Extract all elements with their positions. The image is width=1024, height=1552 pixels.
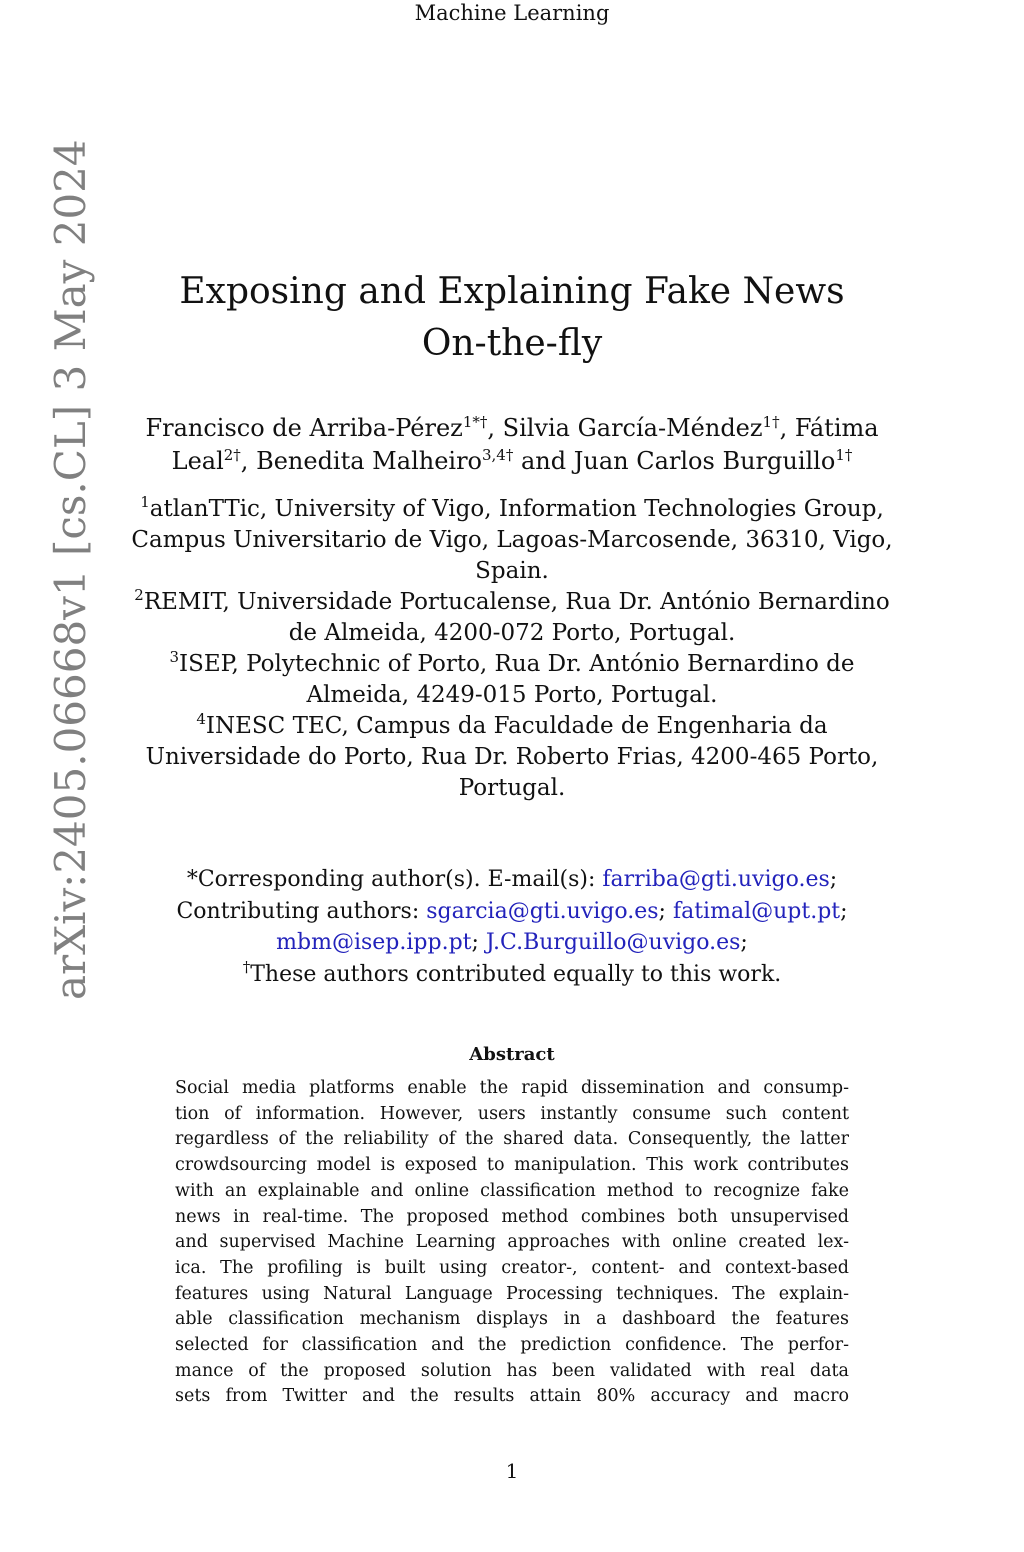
author: Silvia García-Méndez$^{1\dagger}$ (502, 413, 780, 442)
abstract-line: tion of information. However, users instantly consume such content (175, 1103, 849, 1124)
author: Juan Carlos Burguillo$^{1\dagger}$ (573, 446, 853, 475)
title-line-1: Exposing and Explaining Fake News (179, 271, 845, 312)
abstract-text (175, 1076, 849, 1410)
corresponding-email-link[interactable]: farriba@gti.uvigo.es (602, 867, 830, 892)
abstract-line: and supervised Machine Learning approaches with online created lex- (175, 1232, 849, 1253)
abstract-line: ica. The profiling is built using creator-, content- and context-based (175, 1257, 849, 1278)
running-header: Machine Learning (414, 1, 610, 25)
abstract-line: news in real-time. The proposed method combines both unsupervised (175, 1206, 849, 1227)
author-list: Francisco de Arriba-Pérez$^{1*\dagger}$, Silvia García-Méndez$^{1\dagger}$, Fátima Leal$^{2\dagger}$, Benedita Malheiro$^{3,4\dagger}$ and Juan Carlos Burguillo$^{1\dagger}$ (145, 413, 879, 475)
title-line-2: On-the-fly (421, 323, 603, 364)
abstract-line: regardless of the reliability of the shared data. Consequently, the latter (175, 1129, 849, 1150)
contributing-email-link[interactable]: J.C.Burguillo@uvigo.es (485, 930, 741, 955)
affiliation: $^2$REMIT, Universidade Portucalense, Rua Dr. António Bernardino de Almeida, 4200-072 Porto, Portugal. (134, 586, 890, 646)
abstract-line: mance of the proposed solution has been validated with real data (175, 1360, 849, 1381)
abstract-line: selected for classification and the prediction confidence. The perfor- (175, 1335, 849, 1356)
affiliation: $^3$ISEP, Polytechnic of Porto, Rua Dr. António Bernardino de Almeida, 4249-015 Porto, Portugal. (169, 648, 855, 708)
abstract-line: with an explainable and online classification method to recognize fake (175, 1180, 849, 1201)
abstract-line: crowdsourcing model is exposed to manipulation. This work contributes (175, 1155, 849, 1176)
affiliation: $^4$INESC TEC, Campus da Faculdade de Engenharia da Universidade do Porto, Rua Dr. Roberto Frias, 4200-465 Porto, Portugal. (145, 710, 879, 801)
affiliation-list (130, 494, 894, 804)
correspondence-block: *Corresponding author(s). E-mail(s): farriba@gti.uvigo.es; Contributing authors: sgarcia@gti.uvigo.es; fatimal@upt.pt; mbm@isep.ipp.pt; J.C.Burguillo@uvigo.es; †These authors contributed equally to this work. (176, 867, 848, 987)
contributing-email-link[interactable]: mbm@isep.ipp.pt (276, 930, 472, 955)
arxiv-identifier: arXiv:2405.06668v1 [cs.CL] 3 May 2024 (46, 139, 95, 1000)
abstract-line: Social media platforms enable the rapid dissemination and consump- (175, 1078, 849, 1098)
page-number: 1 (505, 1459, 519, 1483)
author: Fátima Leal$^{2\dagger}$ (171, 414, 879, 475)
paper-title (150, 266, 874, 370)
abstract-line: able classification mechanism displays in a dashboard the features (175, 1309, 849, 1330)
abstract-line: features using Natural Language Processing techniques. The explain- (175, 1283, 849, 1304)
dagger-mark: † (242, 957, 251, 976)
abstract-heading: Abstract (469, 1044, 555, 1065)
author: Francisco de Arriba-Pérez$^{1*\dagger}$ (145, 413, 488, 442)
contributing-email-link[interactable]: sgarcia@gti.uvigo.es (426, 898, 659, 924)
contributing-label: Contributing authors: (176, 898, 427, 924)
abstract-line: sets from Twitter and the results attain 80% accuracy and macro (175, 1386, 849, 1407)
affiliation: $^1$atlanTTic, University of Vigo, Information Technologies Group, Campus Universitario de Vigo, Lagoas-Marcosende, 36310, Vigo, Spain. (131, 493, 893, 584)
author: Benedita Malheiro$^{3,4\dagger}$ (256, 446, 514, 475)
contributing-email-link[interactable]: fatimal@upt.pt (672, 898, 841, 924)
equal-contribution-note: These authors contributed equally to this work. (250, 961, 782, 987)
corresponding-label: *Corresponding author(s). E-mail(s): (186, 867, 603, 892)
